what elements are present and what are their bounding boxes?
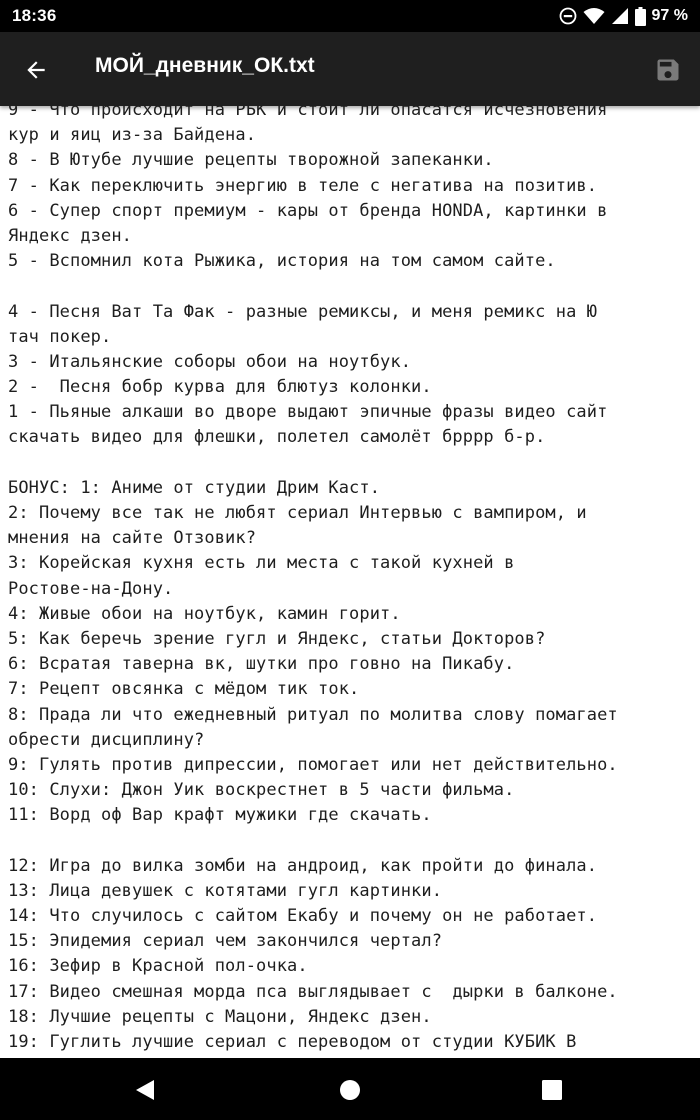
text-line: 3: Корейская кухня есть ли места с такой кухней в [8, 553, 515, 574]
text-line: 11: Ворд оф Вар крафт мужики где скачать. [8, 805, 432, 826]
text-line: Ростове-на-Дону. [8, 578, 174, 599]
document-editor[interactable] [0, 98, 700, 1058]
navigation-bar [0, 1058, 700, 1120]
text-line: 8 - В Ютубе лучшие рецепты творожной запеканки. [8, 150, 494, 171]
text-line: БОНУС: 1: Аниме от студии Дрим Каст. [8, 477, 381, 498]
document-text[interactable] [0, 98, 700, 1055]
app-bar [0, 32, 700, 106]
nav-back-icon [134, 1078, 156, 1102]
text-line: 7: Рецепт овсянка с мёдом тик ток. [8, 679, 360, 700]
text-line [8, 274, 700, 299]
status-time: 18:36 [12, 6, 57, 25]
status-bar [0, 0, 700, 32]
text-line [8, 828, 700, 853]
page-title: МОЙ_дневник_ОК.txt [95, 54, 315, 77]
text-line: тач покер. [8, 326, 112, 347]
text-line: 17: Видео смешная морда пса выглядывает с дырки в балконе. [8, 981, 618, 1002]
save-button[interactable] [650, 52, 686, 88]
text-line: 8: Прада ли что ежедневный ритуал по молитва слову помагает [8, 704, 618, 725]
text-line: 2: Почему все так не любят сериал Интервью с вампиром, и [8, 503, 587, 523]
nav-home-icon [338, 1078, 362, 1102]
text-line: 16: Зефир в Красной пол-очка. [8, 956, 308, 977]
text-line: 4: Живые обои на ноутбук, камин горит. [8, 603, 401, 624]
text-line: 15: Эпидемия сериал чем закончился чертал? [8, 931, 443, 952]
save-icon [654, 56, 682, 84]
text-line: 14: Что случилось с сайтом Екабу и почему он не работает. [8, 906, 598, 926]
text-line: скачать видео для флешки, полетел самолёт брррр б-р. [8, 427, 546, 448]
text-line [8, 451, 700, 476]
wifi-icon [583, 7, 605, 25]
text-line: 6: Всратая таверна вк, шутки про говно на Пикабу. [8, 654, 515, 675]
nav-recents-icon [541, 1079, 563, 1101]
nav-back-button[interactable] [132, 1077, 158, 1103]
text-line: 12: Игра до вилка зомби на андроид, как пройти до финала. [8, 855, 598, 876]
text-line: 2 - Песня бобр курва для блютуз колонки. [8, 377, 432, 398]
text-line: 5: Как беречь зрение гугл и Яндекс, статьи Докторов? [8, 628, 546, 649]
nav-recents-button[interactable] [539, 1077, 565, 1103]
text-line: Яндекс дзен. [8, 225, 133, 246]
text-line: обрести дисциплину? [8, 729, 205, 750]
text-line: 13: Лица девушек с котятами гугл картинки. [8, 880, 443, 901]
text-line: 5 - Вспомнил кота Рыжика, история на том самом сайте. [8, 251, 556, 272]
text-line: 9: Гулять против дипрессии, помогает или нет действительно. [8, 754, 618, 775]
text-line: 9 - Что происходит на РЬК и стоит ли опасатся исчезновения [8, 100, 608, 120]
text-line: 10: Слухи: Джон Уик воскрестнет в 5 части фильма. [8, 780, 515, 801]
nav-home-button[interactable] [337, 1077, 363, 1103]
battery-percent: 97 % [651, 7, 688, 24]
battery-icon [635, 7, 646, 26]
text-line: 1 - Пьяные алкаши во дворе выдают эпичные фразы видео сайт [8, 402, 608, 423]
text-line: 3 - Итальянские соборы обои на ноутбук. [8, 351, 412, 372]
back-button[interactable] [14, 48, 58, 92]
arrow-left-icon [23, 57, 49, 83]
status-icons [559, 7, 688, 26]
text-line: 19: Гуглить лучшие сериал с переводом от студии КУБИК В [8, 1031, 577, 1052]
text-line: 7 - Как переключить энергию в теле с негатива на позитив. [8, 175, 598, 196]
text-line: 18: Лучшие рецепты с Мацони, Яндекс дзен. [8, 1006, 432, 1027]
text-line: кур и яиц из-за Байдена. [8, 125, 257, 146]
signal-icon [611, 7, 629, 25]
do-not-disturb-icon [559, 7, 577, 25]
text-line: 4 - Песня Ват Та Фак - разные ремиксы, и меня ремикс на Ю [8, 301, 598, 322]
text-line: 6 - Супер спорт премиум - кары от бренда HONDA, картинки в [8, 200, 608, 221]
text-line: мнения на сайте Отзовик? [8, 528, 257, 549]
